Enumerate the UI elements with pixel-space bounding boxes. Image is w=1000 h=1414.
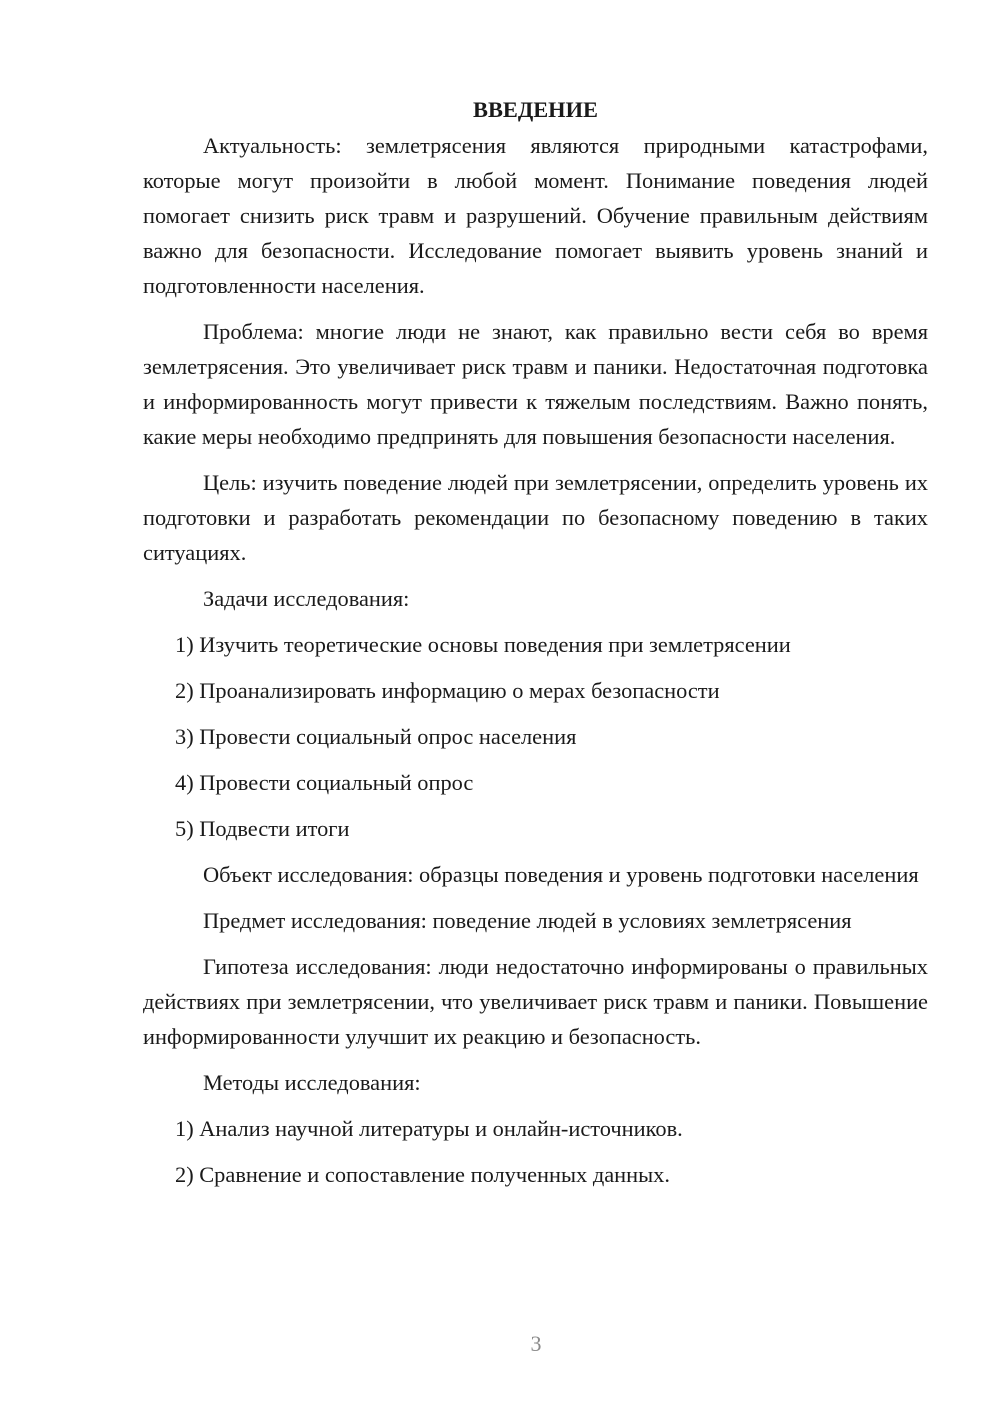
problem-paragraph: Проблема: многие люди не знают, как правильно вести себя во время землетрясения. Это увеличивает риск травм и паники. Недостаточная подготовка и информированность могут привести к тяжелым последствиям. Важно понять, какие меры необходимо предпринять для повышения безопасности населения. bbox=[143, 319, 928, 449]
object-paragraph: Объект исследования: образцы поведения и уровень подготовки населения bbox=[203, 862, 919, 887]
subject-paragraph: Предмет исследования: поведение людей в условиях землетрясения bbox=[203, 908, 852, 933]
relevance-paragraph: Актуальность: землетрясения являются природными катастрофами, которые могут произойти в любой момент. Понимание поведения людей помогает снизить риск травм и разрушений. Обучение правильным действиям важно для безопасности. Исследование помогает выявить уровень знаний и подготовленности населения. bbox=[143, 133, 928, 298]
page-number: 3 bbox=[530, 1331, 542, 1356]
task-item: 3) Провести социальный опрос населения bbox=[175, 724, 577, 749]
task-item: 5) Подвести итоги bbox=[175, 816, 350, 841]
page-title: ВВЕДЕНИЕ bbox=[473, 97, 598, 122]
goal-paragraph: Цель: изучить поведение людей при землетрясении, определить уровень их подготовки и разработать рекомендации по безопасному поведению в таких ситуациях. bbox=[143, 470, 928, 565]
task-item: 1) Изучить теоретические основы поведения при землетрясении bbox=[175, 632, 791, 657]
task-item: 4) Провести социальный опрос bbox=[175, 770, 474, 795]
method-item: 1) Анализ научной литературы и онлайн-источников. bbox=[175, 1116, 683, 1141]
methods-label: Методы исследования: bbox=[203, 1070, 421, 1095]
page-content bbox=[143, 92, 928, 1192]
method-item: 2) Сравнение и сопоставление полученных данных. bbox=[175, 1162, 670, 1187]
hypothesis-paragraph: Гипотеза исследования: люди недостаточно информированы о правильных действиях при землетрясении, что увеличивает риск травм и паники. Повышение информированности улучшит их реакцию и безопасность. bbox=[143, 954, 928, 1049]
task-item: 2) Проанализировать информацию о мерах безопасности bbox=[175, 678, 720, 703]
tasks-label: Задачи исследования: bbox=[203, 586, 410, 611]
